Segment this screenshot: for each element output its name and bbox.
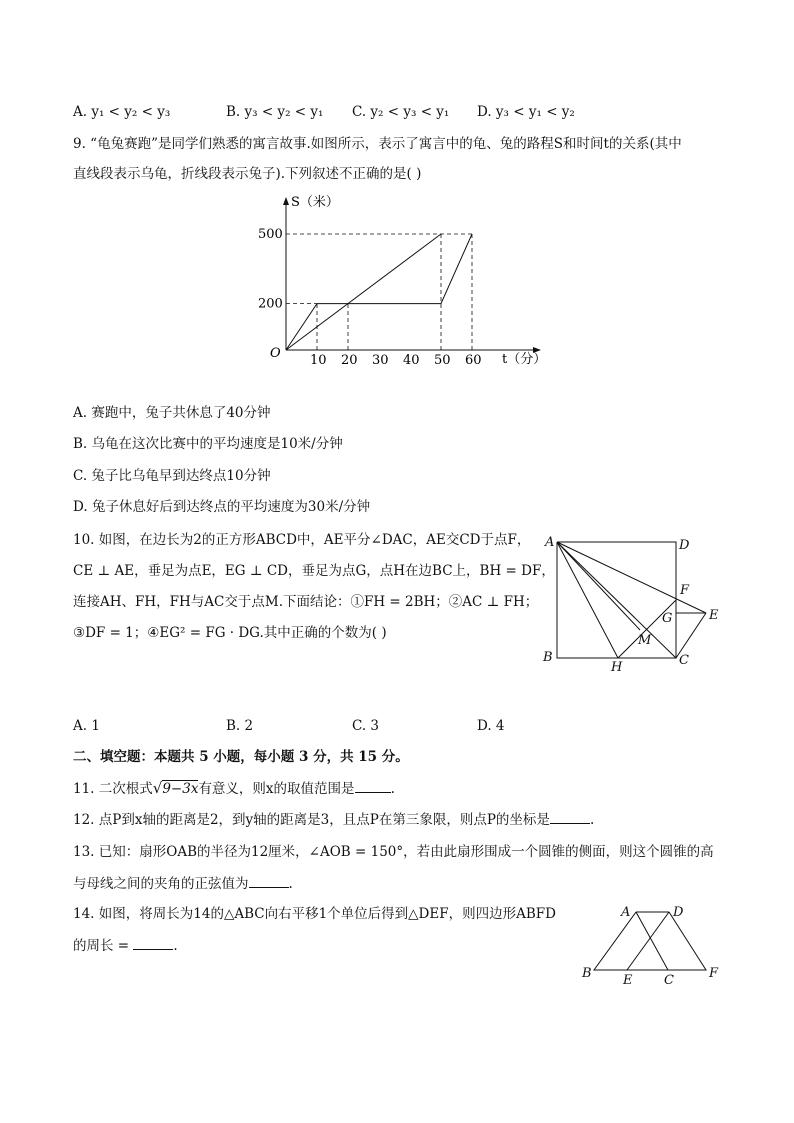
q12-end: . bbox=[589, 812, 595, 828]
square-figure bbox=[535, 530, 725, 678]
q10-stem-line2: CE ⊥ AE，垂足为点E，EG ⊥ CD，垂足为点G，点H在边BC上，BH = DF， bbox=[73, 563, 555, 579]
q10-option-b: B. 2 bbox=[226, 718, 254, 734]
label-a: A bbox=[621, 905, 631, 920]
label-d: D bbox=[673, 905, 684, 920]
q8-option-c: C. y₂ < y₃ < y₁ bbox=[352, 104, 450, 120]
q14-stem-line2 bbox=[73, 935, 178, 956]
race-chart bbox=[258, 190, 552, 370]
label-e: E bbox=[623, 973, 633, 988]
label-e: E bbox=[709, 608, 719, 623]
q13-line2-text: 与母线之间的夹角的正弦值为 bbox=[73, 876, 249, 892]
label-h: H bbox=[611, 660, 623, 675]
label-b: B bbox=[543, 650, 553, 665]
q9-option-d: D. 兔子休息好后到达终点的平均速度为30米/分钟 bbox=[73, 499, 371, 515]
x-axis-label: t（分） bbox=[502, 352, 547, 367]
q11-radicand: 9−3x bbox=[162, 781, 199, 797]
x-tick-label-10: 10 bbox=[310, 353, 327, 368]
label-b: B bbox=[582, 966, 592, 981]
q10-option-c: C. 3 bbox=[352, 718, 380, 734]
chart-ticks bbox=[258, 227, 482, 368]
label-f: F bbox=[680, 583, 690, 598]
q9-option-a: A. 赛跑中，兔子共休息了40分钟 bbox=[73, 405, 271, 421]
q10-stem-line4: ③DF = 1；④EG² = FG · DG.其中正确的个数为( ) bbox=[73, 625, 387, 641]
q14-stem-line1: 14. 如图，将周长为14的△ABC向右平移1个单位后得到△DEF，则四边形ABFD bbox=[73, 906, 556, 922]
q10-option-d: D. 4 bbox=[477, 718, 505, 734]
rabbit-polyline bbox=[286, 234, 472, 350]
tortoise-line bbox=[286, 234, 441, 350]
y-axis-arrow bbox=[283, 197, 289, 205]
q10-option-a: A. 1 bbox=[73, 718, 100, 734]
translation-figure bbox=[575, 900, 725, 990]
q13-answer-blank[interactable] bbox=[249, 873, 289, 888]
q11-end: . bbox=[390, 781, 395, 797]
q14-answer-blank[interactable] bbox=[133, 935, 173, 950]
sqrt-symbol: √ bbox=[152, 779, 163, 797]
origin-label: O bbox=[270, 346, 281, 361]
label-d: D bbox=[679, 538, 690, 553]
triangle-def bbox=[627, 912, 706, 970]
q8-option-a: A. y₁ < y₂ < y₃ bbox=[73, 104, 171, 120]
x-tick-label-60: 60 bbox=[465, 353, 482, 368]
x-tick-label-20: 20 bbox=[341, 353, 358, 368]
q9-option-b: B. 乌龟在这次比赛中的平均速度是10米/分钟 bbox=[73, 436, 343, 452]
label-g: G bbox=[662, 611, 673, 626]
q9-stem-line1: 9. “龟兔赛跑”是同学们熟悉的寓言故事.如图所示，表示了寓言中的龟、兔的路程S和时间t的关系(其中 bbox=[73, 136, 682, 152]
q11-answer-blank[interactable] bbox=[355, 778, 391, 793]
x-tick-label-40: 40 bbox=[403, 353, 420, 368]
y-tick-label-200: 200 bbox=[258, 296, 283, 312]
q9-stem-line2: 直线段表示乌龟，折线段表示兔子).下列叙述不正确的是( ) bbox=[73, 166, 422, 182]
q11-prefix: 11. 二次根式 bbox=[73, 781, 153, 797]
q13-stem-line2 bbox=[73, 873, 293, 894]
y-tick-label-500: 500 bbox=[258, 227, 283, 242]
q8-option-b: B. y₃ < y₂ < y₁ bbox=[226, 104, 324, 120]
q13-end: . bbox=[288, 876, 293, 892]
label-f: F bbox=[709, 966, 719, 981]
q9-option-c: C. 兔子比乌龟早到达终点10分钟 bbox=[73, 468, 271, 484]
segment-ah bbox=[557, 542, 618, 658]
label-a: A bbox=[545, 535, 555, 550]
q10-stem-line3: 连接AH、FH，FH与AC交于点M.下面结论：①FH = 2BH；②AC ⊥ FH； bbox=[73, 594, 539, 610]
label-m: M bbox=[638, 633, 652, 648]
chart-series bbox=[286, 234, 472, 350]
label-c: C bbox=[679, 653, 689, 668]
triangle-abc bbox=[594, 912, 668, 970]
q11-stem bbox=[73, 778, 395, 799]
q12-text: 12. 点P到x轴的距离是2，到y轴的距离是3，且点P在第三象限，则点P的坐标是 bbox=[73, 812, 550, 828]
x-tick-label-30: 30 bbox=[372, 353, 389, 368]
x-tick-label-50: 50 bbox=[434, 353, 451, 368]
chart-guides bbox=[286, 234, 472, 350]
segment-ac bbox=[557, 542, 676, 658]
q14-end: . bbox=[173, 938, 178, 954]
q12-answer-blank[interactable] bbox=[550, 809, 590, 824]
q10-stem-line1: 10. 如图，在边长为2的正方形ABCD中，AE平分∠DAC，AE交CD于点F， bbox=[73, 532, 531, 548]
q12-stem bbox=[73, 809, 594, 830]
label-c: C bbox=[664, 973, 674, 988]
q11-suffix: 有意义，则x的取值范围是 bbox=[198, 781, 355, 797]
segment-ce bbox=[676, 613, 706, 658]
y-axis-label: S（米） bbox=[291, 195, 339, 210]
q13-stem-line1: 13. 已知：扇形OAB的半径为12厘米，∠AOB = 150°，若由此扇形围成一个圆锥的侧面，则这个圆锥的高 bbox=[73, 844, 714, 860]
segment-am bbox=[557, 542, 640, 630]
q8-option-d: D. y₃ < y₁ < y₂ bbox=[477, 104, 575, 120]
q14-line2-text: 的周长 = bbox=[73, 938, 134, 954]
section-2-heading: 二、填空题：本题共 5 小题，每小题 3 分，共 15 分。 bbox=[73, 749, 409, 765]
